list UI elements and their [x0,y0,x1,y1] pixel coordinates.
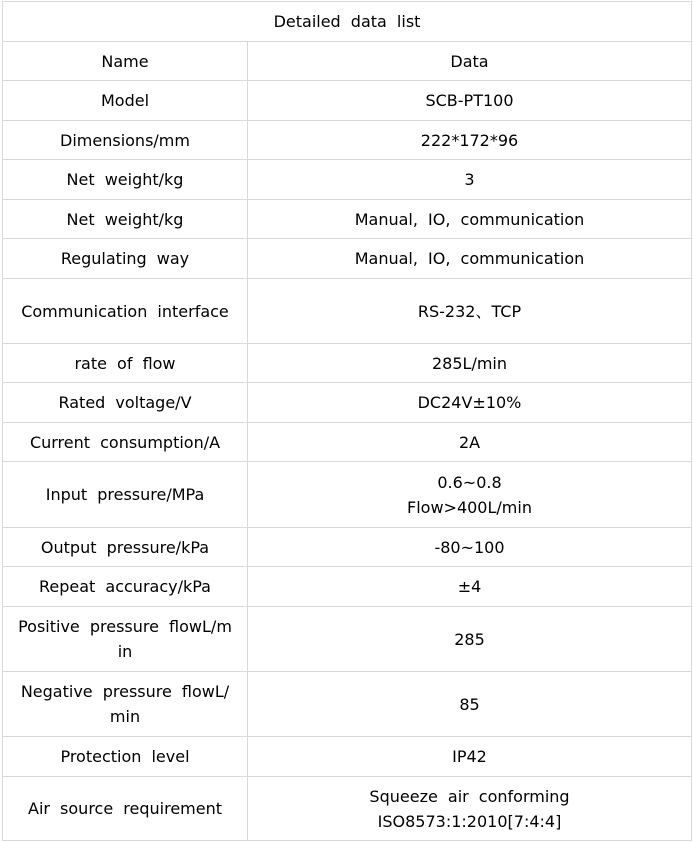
table-row [3,462,692,528]
row-value [248,777,692,841]
row-name-line: Net weight/kg [66,209,184,229]
row-name [3,528,248,567]
row-value [248,200,692,239]
row-name [3,777,248,841]
row-name [3,344,248,383]
row-value [248,737,692,777]
row-name [3,200,248,239]
table-row [3,160,692,200]
row-name [3,672,248,737]
table-row [3,777,692,841]
table-row [3,81,692,121]
row-name-line: Current consumption/A [29,432,221,452]
header-row [3,42,692,81]
row-value [248,121,692,160]
row-name-line: Protection level [60,747,190,766]
table-row [3,279,692,344]
row-name [3,462,248,528]
row-value [248,607,692,672]
row-name-line: Air source requirement [28,799,222,818]
table-row [3,737,692,777]
table-row [3,121,692,160]
table-row [3,423,692,462]
row-value-line: RS-232、TCP [417,301,522,321]
table-row [3,607,692,672]
row-name-line: min [109,707,141,726]
row-value-line: -80~100 [434,537,505,557]
row-name [3,567,248,607]
title-row [3,2,692,42]
row-value-line: 222*172*96 [420,130,519,150]
row-name-line: Rated voltage/V [58,393,192,412]
row-value [248,567,692,607]
row-name-line: Repeat accuracy/kPa [39,577,211,596]
row-value [248,528,692,567]
row-value-line: Manual, IO, communication [354,209,585,229]
row-value [248,239,692,279]
header-name: Name [3,42,248,81]
row-value-line: Squeeze air conforming [369,786,570,806]
table-row [3,344,692,383]
table-title: Detailed data list [3,2,692,42]
table-row [3,528,692,567]
row-name [3,737,248,777]
table-row [3,200,692,239]
row-value [248,423,692,462]
row-name [3,160,248,200]
table-row [3,383,692,423]
detailed-data-table [2,1,692,841]
row-name-line: Positive pressure flowL/m [18,617,232,636]
row-value-line: Flow>400L/min [407,497,532,517]
row-value [248,462,692,528]
row-name [3,81,248,121]
row-name [3,239,248,279]
row-value [248,672,692,737]
table-row [3,672,692,737]
row-value-line: DC24V±10% [417,393,522,412]
row-name-line: Regulating way [60,249,190,268]
row-name-line: Communication interface [21,301,229,321]
row-value-line: 0.6~0.8 [437,472,502,492]
row-name-line: Input pressure/MPa [45,485,205,504]
row-value [248,160,692,200]
row-value-line: 85 [459,694,480,714]
row-name [3,383,248,423]
row-name [3,279,248,344]
row-value-line: Manual, IO, communication [354,249,585,268]
table-row [3,239,692,279]
row-name-line: rate of flow [74,353,176,373]
row-name [3,121,248,160]
row-name [3,423,248,462]
row-value-line: 3 [464,170,475,189]
row-name-line: Net weight/kg [66,170,184,189]
row-value-line: IP42 [452,747,487,766]
table-row [3,567,692,607]
row-value [248,81,692,121]
header-data: Data [248,42,692,81]
row-value-line: ISO8573:1:2010[7:4:4] [377,811,562,831]
row-name-line: Dimensions/mm [60,130,190,150]
row-value-line: SCB-PT100 [425,91,514,110]
row-name-line: Output pressure/kPa [40,537,210,557]
row-value-line: 2A [458,432,481,452]
row-value-line: ±4 [457,577,482,596]
row-value-line: 285 [454,629,485,649]
row-name-line: in [117,642,133,661]
row-value [248,383,692,423]
row-value-line: 285L/min [431,353,507,373]
row-name-line: Model [100,91,150,110]
row-value [248,344,692,383]
row-value [248,279,692,344]
row-name [3,607,248,672]
row-name-line: Negative pressure flowL/ [20,682,230,701]
